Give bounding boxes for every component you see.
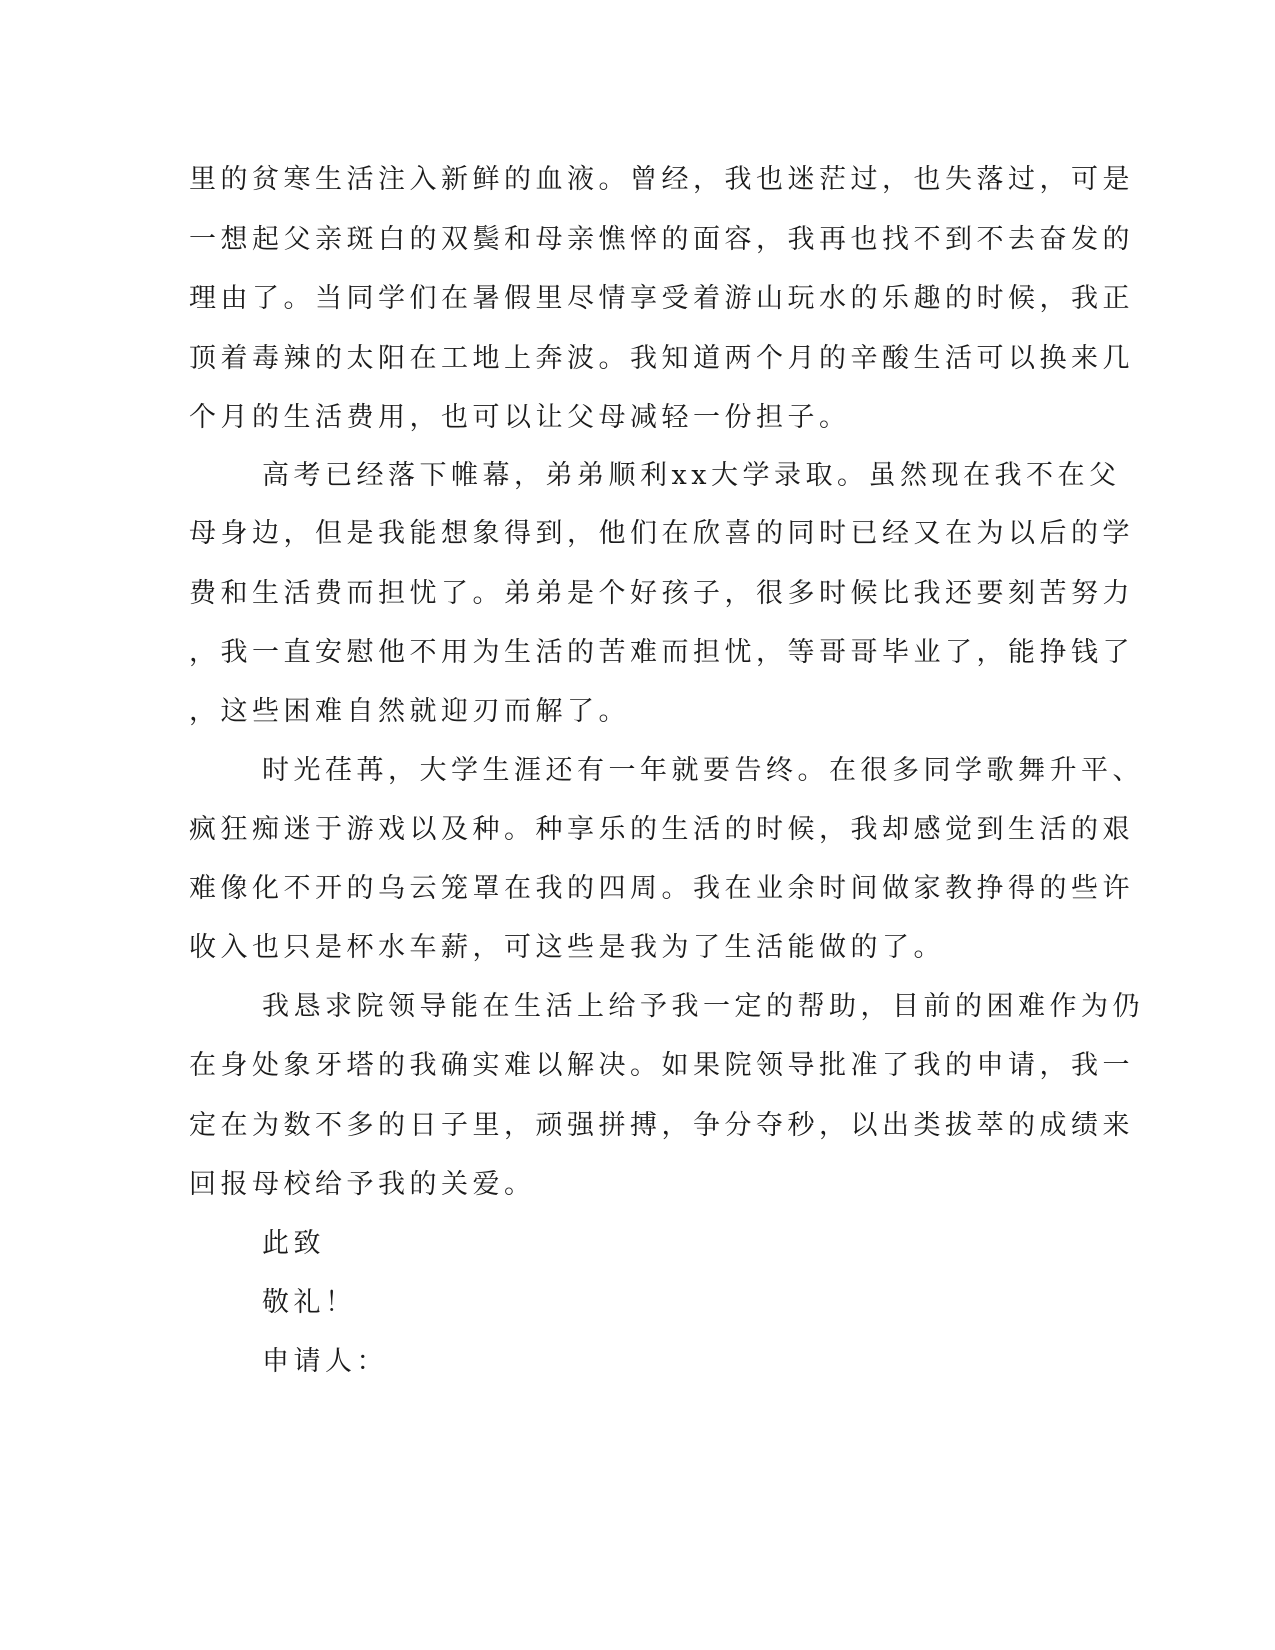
text-line: 理由了。当同学们在暑假里尽情享受着游山玩水的乐趣的时候，我正 (189, 283, 1134, 314)
text-line: 回报母校给予我的关爱。 (189, 1169, 536, 1200)
text-line: 难像化不开的乌云笼罩在我的四周。我在业余时间做家教挣得的些许 (189, 873, 1134, 904)
text-line: 里的贫寒生活注入新鲜的血液。曾经，我也迷茫过，也失落过，可是 (189, 164, 1134, 195)
text-line: 个月的生活费用，也可以让父母减轻一份担子。 (189, 402, 851, 433)
text-line: 顶着毒辣的太阳在工地上奔波。我知道两个月的辛酸生活可以换来几 (189, 343, 1134, 374)
closing-salutation: 此致 (262, 1228, 325, 1259)
text-line: 费和生活费而担忧了。弟弟是个好孩子，很多时候比我还要刻苦努力 (189, 578, 1134, 609)
text-line: 定在为数不多的日子里，顽强拼搏，争分夺秒，以出类拔萃的成绩来 (189, 1110, 1134, 1141)
text-line: 一想起父亲斑白的双鬓和母亲憔悴的面容，我再也找不到不去奋发的 (189, 224, 1134, 255)
text-line: 高考已经落下帷幕，弟弟顺利xx大学录取。虽然现在我不在父 (262, 460, 1121, 491)
text-line: 时光荏苒，大学生涯还有一年就要告终。在很多同学歌舞升平、 (262, 755, 1144, 786)
text-line: 我恳求院领导能在生活上给予我一定的帮助，目前的困难作为仍 (262, 991, 1144, 1022)
text-line: ，我一直安慰他不用为生活的苦难而担忧，等哥哥毕业了，能挣钱了 (189, 637, 1134, 668)
text-line: 收入也只是杯水车薪，可这些是我为了生活能做的了。 (189, 932, 945, 963)
text-line: ，这些困难自然就迎刃而解了。 (189, 696, 630, 727)
text-line: 母身边，但是我能想象得到，他们在欣喜的同时已经又在为以后的学 (189, 518, 1134, 549)
closing-regards: 敬礼！ (262, 1287, 357, 1318)
applicant-label: 申请人： (262, 1346, 388, 1377)
text-line: 疯狂痴迷于游戏以及种。种享乐的生活的时候，我却感觉到生活的艰 (189, 814, 1134, 845)
text-line: 在身处象牙塔的我确实难以解决。如果院领导批准了我的申请，我一 (189, 1050, 1134, 1081)
